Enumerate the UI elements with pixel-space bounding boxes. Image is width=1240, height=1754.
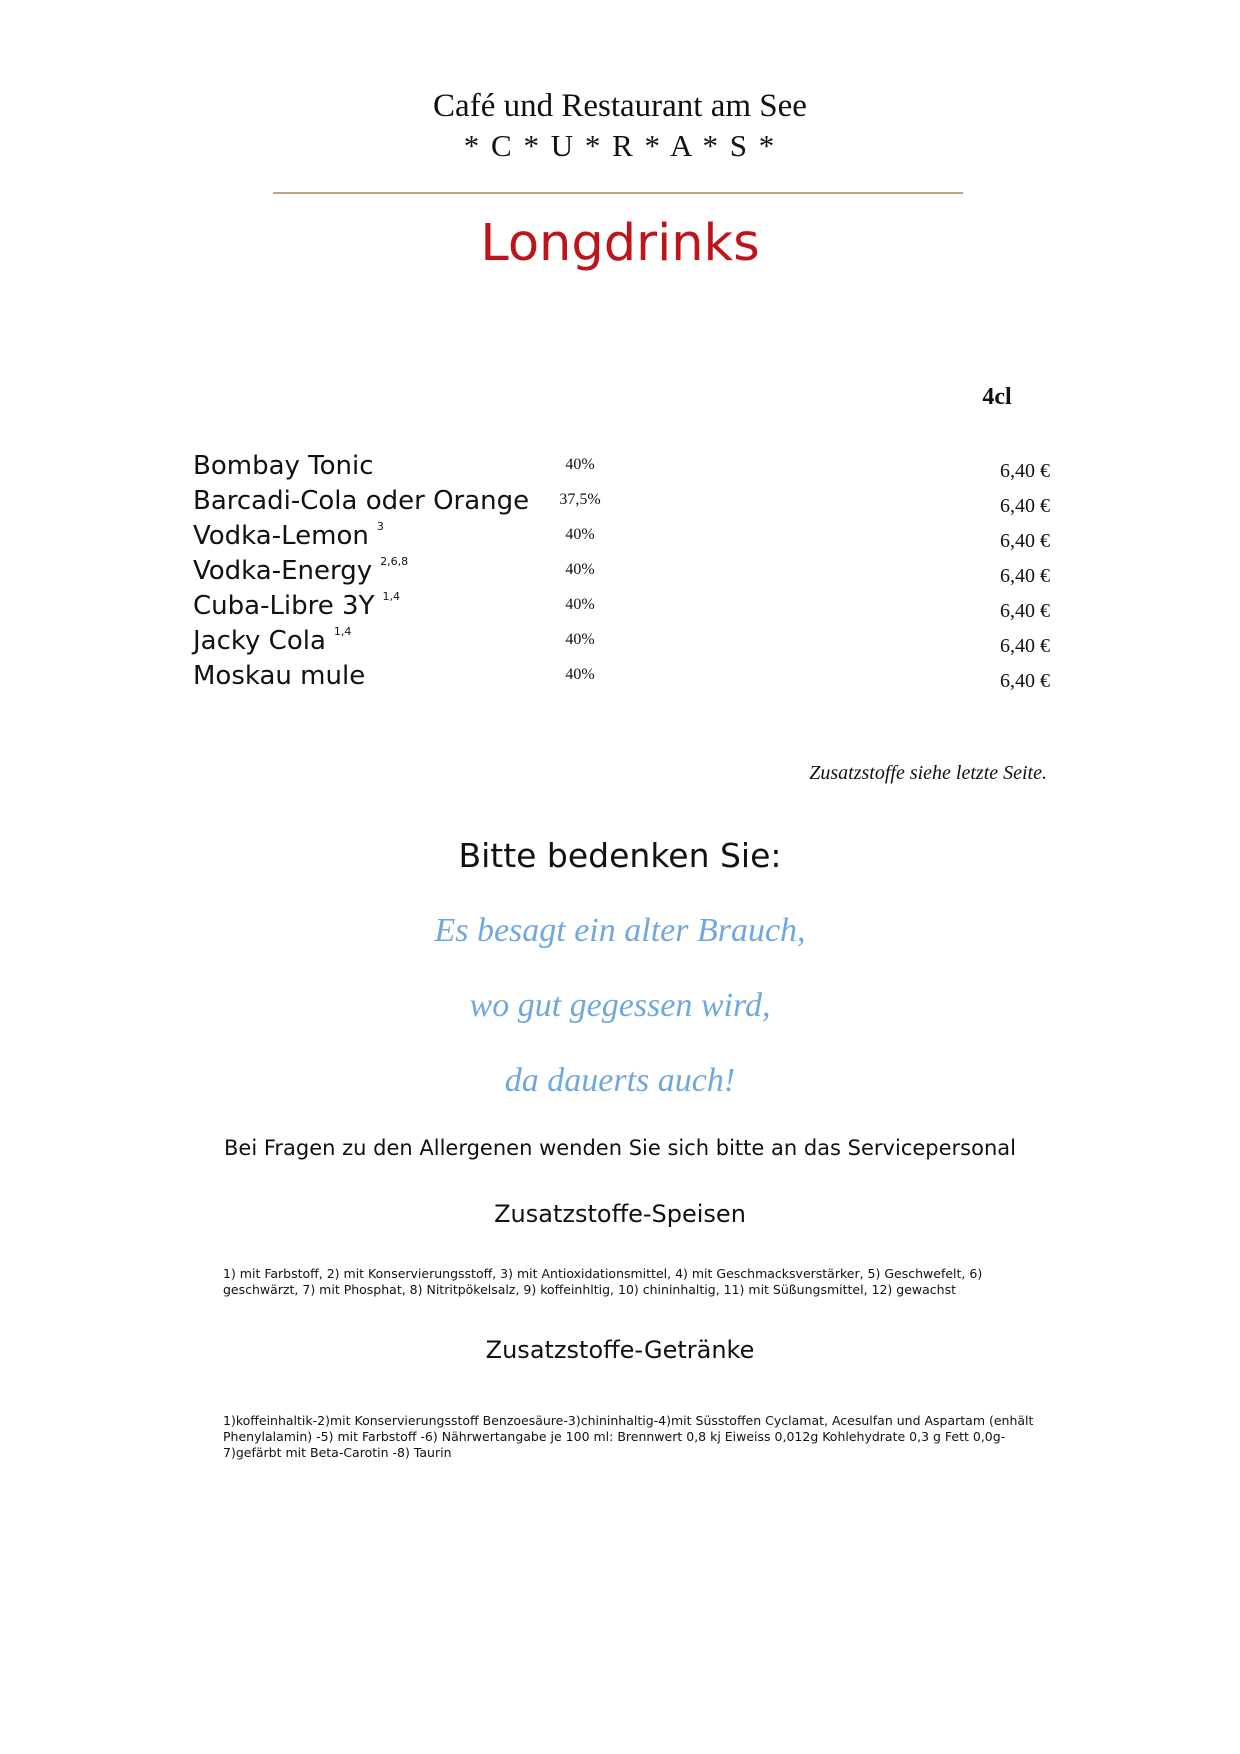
- drink-abv: 40%: [565, 561, 595, 578]
- reminder-title: Bitte bedenken Sie:: [458, 836, 782, 875]
- drink-row: [0, 625, 1240, 661]
- additives-note: Zusatzstoffe siehe letzte Seite.: [809, 762, 1047, 784]
- section-title: Longdrinks: [480, 214, 760, 273]
- additives-drinks-text: 1)koffeinhaltik-2)mit Konservierungsstoff Benzoesäure-3)chininhaltig-4)mit Süsstoffen Cyclamat, Acesulfan und Aspartam (enhält Phenylalamin) -5) mit Farbstoff -6) Nährwertangabe je 100 ml: Brennwert 0,8 kj Eiweiss 0,012g Kohlehydrate 0,3 g Fett 0,0g-7)gefärbt mit Beta-Carotin -8) Taurin: [223, 1413, 1034, 1460]
- drink-abv: 40%: [565, 596, 595, 613]
- drink-price: 6,40 €: [1000, 495, 1050, 517]
- additives-food-title: Zusatzstoffe-Speisen: [494, 1200, 746, 1228]
- saying-line: Es besagt ein alter Brauch,: [434, 912, 806, 949]
- drink-abv: 37,5%: [559, 491, 601, 508]
- drink-name: Jacky Cola $^{1,4}$: [193, 625, 352, 656]
- drink-price: 6,40 €: [1000, 460, 1050, 482]
- drink-abv: 40%: [565, 526, 595, 543]
- drink-additives: 2,6,8: [380, 555, 409, 568]
- drink-price: 6,40 €: [1000, 530, 1050, 552]
- drink-abv: 40%: [565, 456, 595, 473]
- drink-name: Vodka-Lemon $^3$: [193, 520, 384, 551]
- header-divider: [273, 192, 963, 194]
- saying-line: wo gut gegessen wird,: [469, 987, 771, 1024]
- drink-abv: 40%: [565, 666, 595, 683]
- restaurant-name: Café und Restaurant am See: [433, 88, 807, 124]
- drink-abv: 40%: [565, 631, 595, 648]
- drink-additives: 3: [376, 520, 384, 533]
- additives-food-text: 1) mit Farbstoff, 2) mit Konservierungsstoff, 3) mit Antioxidationsmittel, 4) mit Geschmacksverstärker, 5) Geschwefelt, 6) geschwärzt, 7) mit Phosphat, 8) Nitritpökelsalz, 9) koffeinhltig, 10) chininhaltig, 11) mit Süßungsmittel, 12) gewachst: [223, 1266, 983, 1297]
- drink-price: 6,40 €: [1000, 600, 1050, 622]
- drink-row: [0, 450, 1240, 486]
- brand-name: * C * U * R * A * S *: [463, 128, 777, 163]
- size-column-header: 4cl: [982, 384, 1012, 410]
- drink-name: Cuba-Libre 3Y $^{1,4}$: [193, 590, 400, 621]
- drink-price: 6,40 €: [1000, 670, 1050, 692]
- drink-additives: 1,4: [333, 625, 352, 638]
- drink-price: 6,40 €: [1000, 635, 1050, 657]
- drink-row: [0, 590, 1240, 626]
- drink-price: 6,40 €: [1000, 565, 1050, 587]
- additives-drinks-title: Zusatzstoffe-Getränke: [485, 1336, 755, 1364]
- drink-additives: 1,4: [382, 590, 400, 603]
- drink-name: Moskau mule: [193, 661, 366, 691]
- drink-row: [0, 660, 1240, 696]
- drink-name: Bombay Tonic: [193, 451, 374, 481]
- drink-row: [0, 520, 1240, 556]
- allergen-note: Bei Fragen zu den Allergenen wenden Sie sich bitte an das Servicepersonal: [224, 1136, 1016, 1160]
- drink-row: [0, 485, 1240, 521]
- saying-line: da dauerts auch!: [504, 1062, 736, 1099]
- drink-row: [0, 555, 1240, 591]
- drink-name: Vodka-Energy $^{2,6,8}$: [193, 555, 409, 586]
- drink-name: Barcadi-Cola oder Orange: [193, 486, 530, 516]
